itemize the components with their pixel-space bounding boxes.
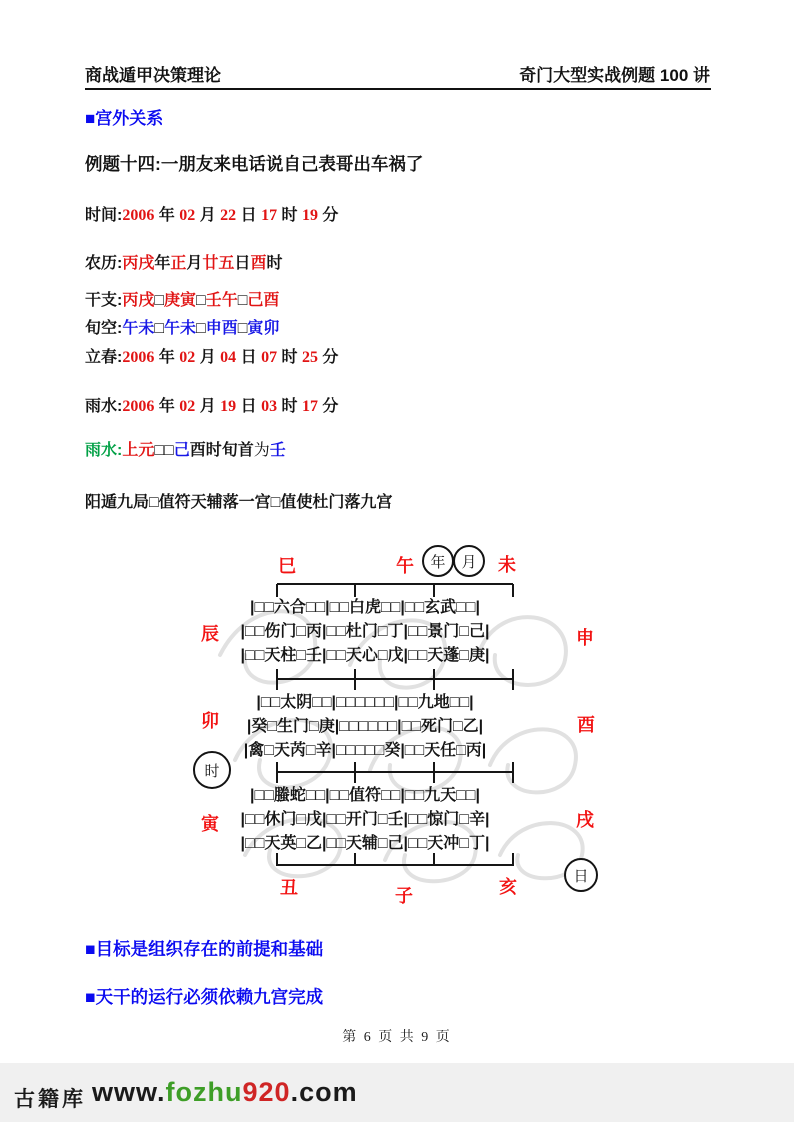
text-segment: 午未 (164, 320, 197, 337)
grid-separator-2 (277, 771, 513, 773)
branch-label-hai: 亥 (499, 877, 517, 897)
grid-tick (354, 669, 356, 690)
grid-row: |□□休门□戊|□□开门□壬|□□惊门□辛| (240, 811, 490, 828)
grid-tick (276, 669, 278, 690)
text-segment: 己 (173, 442, 190, 459)
line-jushu (85, 489, 392, 512)
line-yushui-yuan (85, 437, 286, 460)
grid-separator-1 (277, 678, 513, 680)
text-segment: 雨水: (85, 398, 123, 415)
text-segment: 时 (266, 255, 283, 272)
text-segment: □□ (154, 442, 174, 459)
text-segment: 午未 (122, 320, 155, 337)
grid-row: |□□螣蛇□□|□□值符□□|□□九天□□| (250, 787, 480, 804)
grid-band-top (197, 596, 533, 668)
bullet-heading-1: ■目标是组织存在的前提和基础 (85, 939, 324, 959)
branch-label-wu: 午 (396, 556, 414, 576)
grid-row: |□□天英□乙|□□天辅□己|□□天冲□丁| (240, 835, 490, 852)
watermark-bar (0, 1063, 794, 1122)
text-segment: □ (154, 292, 165, 309)
grid-row: |□□太阴□□|□□□□□□|□□九地□□| (256, 694, 474, 711)
text-segment: 廿五 (202, 255, 235, 272)
text-segment: □ (196, 292, 206, 309)
grid-row: |癸□生门□庚|□□□□□□|□□死门□乙| (246, 718, 484, 735)
text-segment: 农历: (85, 255, 123, 272)
circle-year-marker: 年 (422, 545, 454, 577)
url-number: 920 (242, 1077, 291, 1107)
text-segment: 正 (170, 255, 187, 272)
example-title (85, 151, 423, 176)
text-segment: 旬空: (85, 320, 123, 337)
branch-label-chou: 丑 (280, 878, 298, 898)
text-segment: 酉时旬首 (189, 442, 254, 459)
branch-label-mao: 卯 (201, 711, 219, 731)
grid-tick (512, 669, 514, 690)
text-segment: 年 (154, 398, 180, 415)
grid-row: |□□伤门□丙|□□杜门□丁|□□景门□己| (240, 623, 490, 640)
grid-tick (354, 762, 356, 783)
grid-tick (512, 762, 514, 783)
text-segment: 年 (154, 207, 180, 224)
line-time (85, 202, 338, 225)
text-segment: 时间: (85, 207, 123, 224)
grid-row: |□□天柱□壬|□□天心□戊|□□天蓬□庚| (240, 647, 490, 664)
text-segment: 日 (236, 349, 262, 366)
grid-border-bottom (277, 864, 513, 866)
text-segment: 2006 (122, 207, 155, 224)
branch-label-xu: 戌 (576, 810, 594, 830)
text-segment: 庚寅 (164, 292, 197, 309)
branch-label-yin: 寅 (201, 814, 219, 834)
line-lunar (85, 250, 282, 273)
text-segment: 日 (236, 207, 262, 224)
text-segment: 申酉 (205, 320, 238, 337)
text-segment: 07 (261, 349, 278, 366)
text-segment: 阳遁九局□值符天辅落一宫□值使杜门落九宫 (85, 494, 393, 511)
branch-label-chen: 辰 (201, 624, 219, 644)
branch-label-si: 巳 (278, 556, 296, 576)
text-segment: 立春: (85, 349, 123, 366)
branch-label-shen: 申 (576, 628, 594, 648)
text-segment: 时 (277, 349, 302, 366)
text-segment: 年 (154, 349, 180, 366)
grid-tick (433, 762, 435, 783)
text-segment: 02 (179, 349, 196, 366)
bullet-heading-2: ■天干的运行必须依赖九宫完成 (85, 987, 324, 1007)
page-number: 第 6 页 共 9 页 (342, 1030, 452, 1045)
text-segment: 2006 (122, 349, 155, 366)
text-segment: 寅卯 (247, 320, 280, 337)
text-segment: 03 (261, 398, 278, 415)
text-segment: 己酉 (247, 292, 280, 309)
text-segment: 分 (317, 207, 339, 224)
text-segment: □ (237, 292, 248, 309)
text-segment: 22 (220, 207, 237, 224)
text-segment: 分 (317, 398, 339, 415)
text-segment: 04 (220, 349, 237, 366)
text-segment: 时 (277, 398, 302, 415)
grid-tick (433, 669, 435, 690)
url-www: www. (92, 1077, 166, 1107)
text-segment: 为 (253, 442, 270, 459)
text-segment: 干支: (85, 292, 123, 309)
text-segment: 分 (317, 349, 339, 366)
text-segment: 月 (195, 207, 221, 224)
header-right-title: 奇门大型实战例题 100 讲 (519, 66, 710, 85)
branch-label-you: 酉 (577, 715, 595, 735)
text-segment: 年 (154, 255, 171, 272)
text-segment: 例题十四:一朋友来电话说自己表哥出车祸了 (85, 154, 424, 174)
text-segment: 上元 (122, 442, 155, 459)
text-segment: 02 (179, 398, 196, 415)
circle-month-marker: 月 (453, 545, 485, 577)
text-segment: 月 (195, 398, 221, 415)
grid-tick (276, 762, 278, 783)
text-segment: □ (237, 320, 248, 337)
header-rule (85, 88, 711, 90)
circle-day-marker: 日 (564, 858, 598, 892)
text-segment: 壬 (269, 442, 286, 459)
text-segment: 2006 (122, 398, 155, 415)
line-xunkong (85, 315, 279, 338)
text-segment: 19 (301, 207, 318, 224)
text-segment: □ (154, 320, 165, 337)
line-lichun (85, 344, 338, 367)
text-segment: 月 (186, 255, 203, 272)
text-segment: 月 (195, 349, 221, 366)
text-segment: 日 (236, 398, 262, 415)
text-segment: 丙戌 (122, 292, 155, 309)
branch-label-wei: 未 (498, 555, 516, 575)
text-segment: 17 (261, 207, 278, 224)
text-segment: 17 (301, 398, 318, 415)
grid-row: |□□六合□□|□□白虎□□|□□玄武□□| (250, 599, 480, 616)
text-segment: 时 (277, 207, 302, 224)
grid-border-top (277, 583, 513, 585)
watermark-url-link[interactable] (92, 1077, 358, 1108)
text-segment: 日 (234, 255, 251, 272)
text-segment: 酉 (250, 255, 267, 272)
text-segment: 丙戌 (122, 255, 155, 272)
text-segment: 雨水: (85, 442, 123, 459)
text-segment: □ (196, 320, 206, 337)
header-left-title: 商战遁甲决策理论 (85, 66, 221, 85)
circle-hour-marker: 时 (193, 751, 231, 789)
url-name: fozhu (165, 1077, 243, 1107)
grid-band-middle (197, 691, 533, 763)
text-segment: 02 (179, 207, 196, 224)
watermark-brand: 古籍库 (14, 1088, 86, 1111)
text-segment: 25 (301, 349, 318, 366)
branch-label-zi: 子 (395, 886, 413, 906)
url-tld: .com (290, 1077, 358, 1107)
line-yushui (85, 393, 338, 416)
text-segment: 壬午 (205, 292, 238, 309)
grid-row: |禽□天芮□辛|□□□□□癸|□□天任□丙| (243, 742, 487, 759)
text-segment: 19 (220, 398, 237, 415)
line-ganzhi (85, 287, 279, 310)
section-heading: ■宫外关系 (85, 109, 164, 128)
grid-band-bottom (197, 784, 533, 856)
